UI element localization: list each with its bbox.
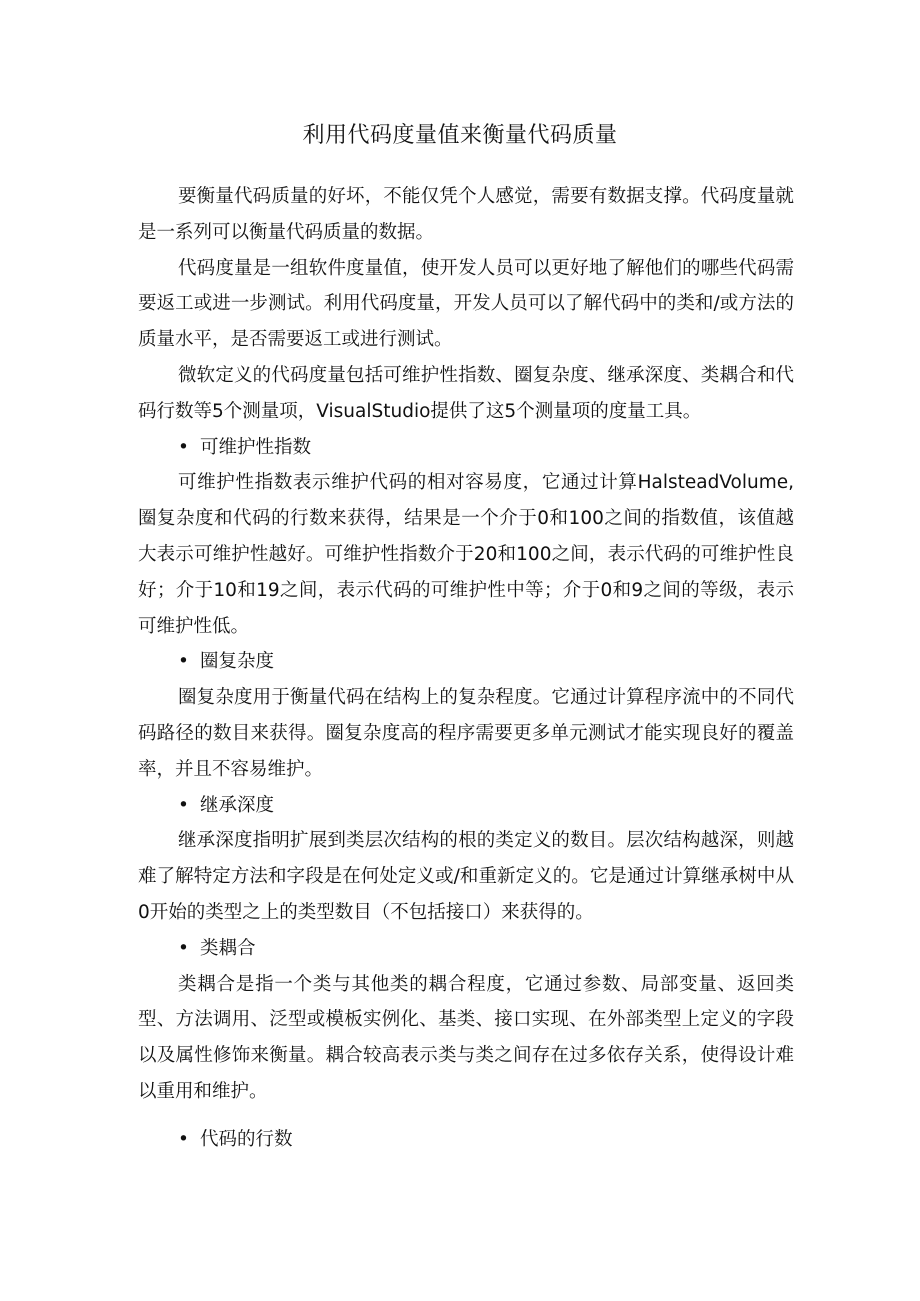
paragraph-class-coupling: 类耦合是指一个类与其他类的耦合程度，它通过参数、局部变量、返回类型、方法调用、泛型或模板实例化、基类、接口实现、在外部类型上定义的字段以及属性修饰来衡量。耦合较高表示类与类之间存在过多依存关系，使得设计难以重用和维护。 <box>138 973 794 1102</box>
bullet-lines-of-code <box>138 1122 794 1158</box>
paragraph-maintainability-index: 可维护性指数表示维护代码的相对容易度，它通过计算HalsteadVolume,圈复杂度和代码的行数来获得，结果是一个介于0和100之间的指数值，该值越大表示可维护性越好。可维护性指数介于20和100之间，表示代码的可维护性良好；介于10和19之间，表示代码的可维护性中等；介于0和9之间的等级，表示可维护性低。 <box>138 472 794 637</box>
bullet-dot: • <box>178 436 189 458</box>
paragraph-metric-list: 微软定义的代码度量包括可维护性指数、圈复杂度、继承深度、类耦合和代码行数等5个测量项，VisualStudio提供了这5个测量项的度量工具。 <box>138 364 794 422</box>
paragraph-cyclomatic-complexity: 圈复杂度用于衡量代码在结构上的复杂程度。它通过计算程序流中的不同代码路径的数目来获得。圈复杂度高的程序需要更多单元测试才能实现良好的覆盖率，并且不容易维护。 <box>138 687 794 780</box>
paragraph-intro: 要衡量代码质量的好坏，不能仅凭个人感觉，需要有数据支撑。代码度量就是一系列可以衡量代码质量的数据。 <box>138 186 794 243</box>
bullet-cyclomatic-complexity <box>138 644 794 680</box>
bullet-dot: • <box>178 794 189 816</box>
document-title: 利用代码度量值来衡量代码质量 <box>302 123 618 148</box>
bullet-label: 可维护性指数 <box>200 436 312 458</box>
bullet-dot: • <box>178 1128 189 1150</box>
bullet-class-coupling <box>138 931 794 967</box>
bullet-label: 圈复杂度 <box>200 651 275 673</box>
paragraph-definition: 代码度量是一组软件度量值，使开发人员可以更好地了解他们的哪些代码需要返工或进一步测试。利用代码度量，开发人员可以了解代码中的类和/或方法的质量水平，是否需要返工或进行测试。 <box>138 257 794 351</box>
bullet-label: 类耦合 <box>200 937 256 959</box>
bullet-dot: • <box>178 937 189 959</box>
bullet-dot: • <box>178 651 189 673</box>
bullet-maintainability-index <box>138 430 794 466</box>
bullet-label: 继承深度 <box>200 794 275 816</box>
bullet-label: 代码的行数 <box>200 1128 293 1150</box>
bullet-inheritance-depth <box>138 788 794 824</box>
document-body <box>138 179 794 1158</box>
paragraph-inheritance-depth: 继承深度指明扩展到类层次结构的根的类定义的数目。层次结构越深，则越难了解特定方法和字段是在何处定义或/和重新定义的。它是通过计算继承树中从0开始的类型之上的类型数目（不包括接口）来获得的。 <box>138 830 794 923</box>
